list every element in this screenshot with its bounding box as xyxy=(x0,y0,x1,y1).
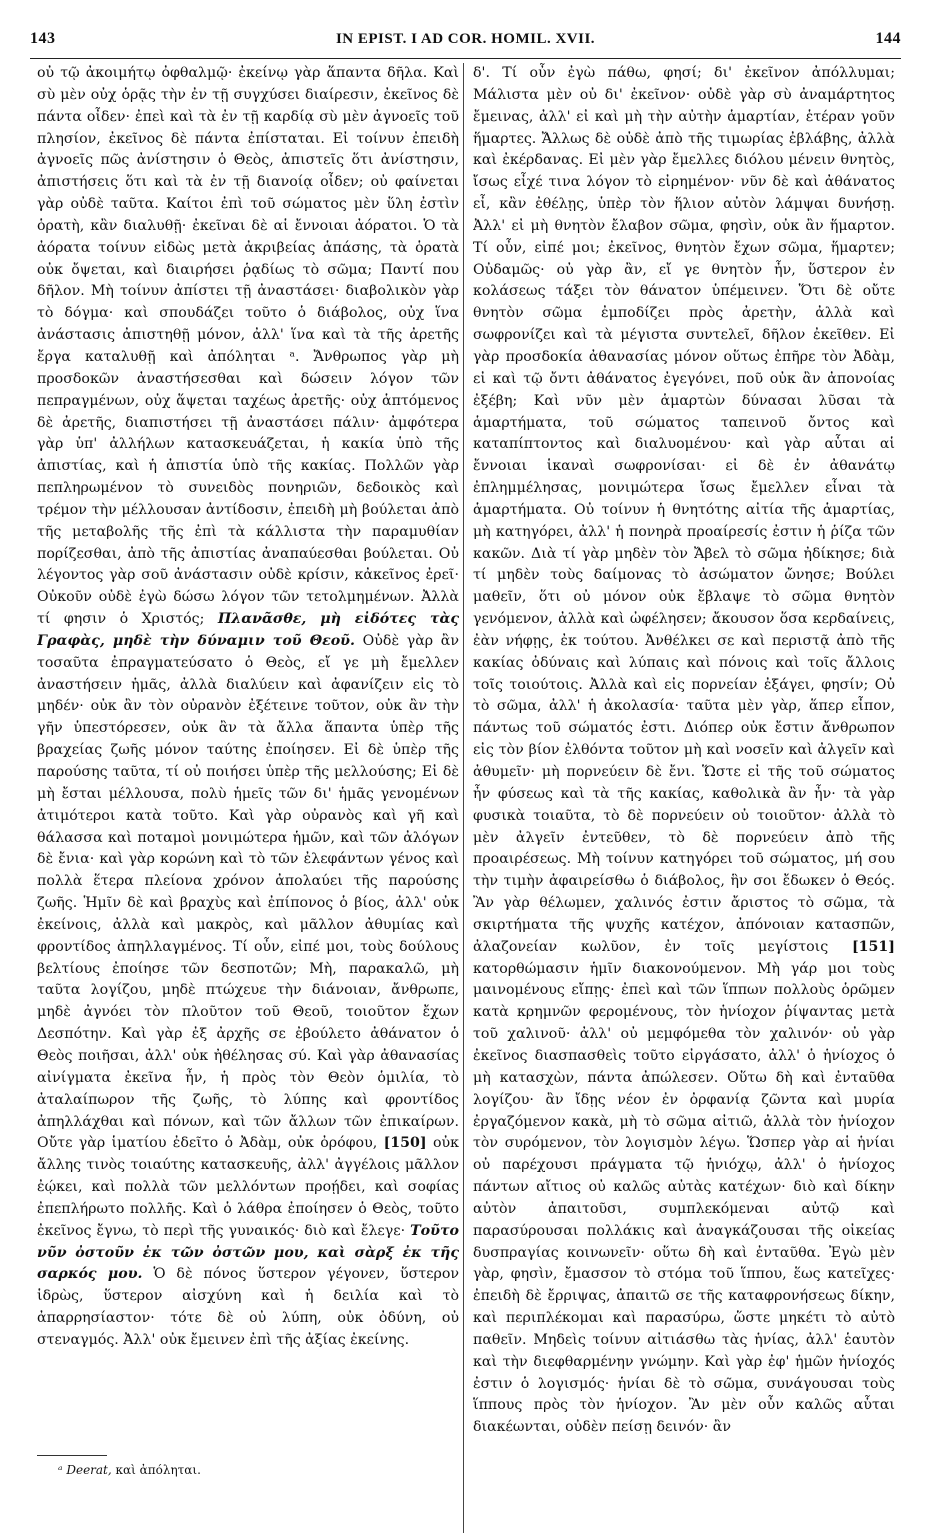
page-number-right: 144 xyxy=(875,30,901,47)
left-text-part-4: Ὁ δὲ πόνος ὕστερον γέγονεν, ὕστερον ἱδρὼς, ὕστερον αἰσχύνη καὶ ἡ δειλία καὶ τὸ ἀπαρρησίαστον· τότε δὲ οὐ λύπη, οὐκ ὀδύνη, οὐ στεναγμός. Ἀλλ' οὐκ ἔμεινεν ἐπὶ τῆς ἀξίας ἐκείνης. xyxy=(37,1266,459,1348)
left-text-part-1: οὐ τῷ ἀκοιμήτῳ ὀφθαλμῷ· ἐκείνῳ γὰρ ἅπαντα δῆλα. Καὶ σὺ μὲν οὐχ ὁρᾷς τὴν ἐν τῇ συγχύσει διαίρεσιν, ἐκεῖνος δὲ πάντα οἶδεν· ἐπεὶ καὶ τὰ ἐν τῇ καρδίᾳ σὺ μὲν ἀγνοεῖς τοῦ πλησίον, ἐκεῖνος δὲ πάντα ἐπίσταται. Εἰ τοίνυν ἐπειδὴ ἀγνοεῖς πῶς ἀνίστησιν ὁ Θεὸς, ἀπιστεῖς ὅτι ἀνίστησιν, ἀπιστήσεις ὅτι καὶ τὰ ἐν τῇ διανοίᾳ οἶδεν; οὐ φαίνεται γὰρ οὐδὲ ταῦτα. Καίτοι ἐπὶ τοῦ σώματος μὲν ὕλη ἐστὶν ὁρατὴ, κἂν διαλυθῇ· ἐκεῖναι δὲ αἱ ἔννοιαι ἀόρατοι. Ὁ τὰ ἀόρατα τοίνυν εἰδὼς μετὰ ἀκριβείας ἁπάσης, τὰ ὁρατὰ οὐκ ὄψεται, καὶ διαιρήσει ῥᾳδίως τὸ σῶμα; Παντί που δῆλον. Μὴ τοίνυν ἀπίστει τῇ ἀναστάσει· διαβολικὸν γὰρ τὸ δόγμα· καὶ σπουδάζει τοῦτο ὁ διάβολος, οὐχ ἵνα ἀνάστασις ἀπιστηθῇ μόνον, ἀλλ' ἵνα καὶ τὰ τῆς ἀρετῆς ἔργα καταλυθῇ καὶ ἀπόληται ᵃ. Ἄνθρωπος γὰρ μὴ προσδοκῶν ἀναστήσεσθαι καὶ δώσειν λόγον τῶν πεπραγμένων, οὐχ ἅψεται ταχέως ἀρετῆς· οὐχ ἁπτόμενος δὲ ἀρετῆς, διαπιστήσει τῇ ἀναστάσει πάλιν· ἀμφότερα γὰρ ὑπ' ἀλλήλων κατασκευάζεται, ἡ κακία ὑπὸ τῆς ἀπιστίας, καὶ ἡ ἀπιστία ὑπὸ τῆς κακίας. Πολλῶν γὰρ πεπληρωμένον τὸ συνειδὸς πονηριῶν, δεδοικὸς καὶ τρέμον τὴν μέλλουσαν ἀντίδοσιν, ἐπειδὴ μὴ βούλεται ἀπὸ τῆς μεταβολῆς τῆς ἐπὶ τὰ κάλλιστα τὴν παραμυθίαν πορίζεσθαι, ἀπὸ τῆς ἀπιστίας ἀναπαύεσθαι βούλεται. Οὐ λέγοντος γὰρ σοῦ ἀνάστασιν οὐδὲ κρίσιν, κἀκεῖνος ἐρεῖ· Οὐκοῦν οὐδὲ ἐγὼ δώσω λόγον τῶν τετολμημένων. Ἀλλὰ τί φησιν ὁ Χριστός; xyxy=(37,65,459,628)
left-column-text xyxy=(37,63,459,1352)
running-title: IN EPIST. I AD COR. HOMIL. XVII. xyxy=(335,31,596,47)
footnote-rule xyxy=(37,1455,107,1456)
footnote-mark: ᵃ xyxy=(58,1463,63,1477)
header-rule xyxy=(30,58,901,59)
left-text-part-2: Οὐδὲ γὰρ ἂν τοσαῦτα ἐπραγματεύσατο ὁ Θεὸς, εἴ γε μὴ ἔμελλεν ἀναστήσειν ἡμᾶς, ἀλλὰ διαλύειν καὶ ἀφανίζειν εἰς τὸ μηδέν· οὐκ ἂν τὸν οὐρανὸν ἐξέτεινε τοῦτον, οὐκ ἂν τὴν γῆν ὑπεστόρεσεν, οὐκ ἂν τὰ ἄλλα ἅπαντα ὑπὲρ τῆς βραχείας ζωῆς μόνον ταύτης ἐποίησεν. Εἰ δὲ ὑπὲρ τῆς παρούσης ταῦτα, τί οὐ ποιήσει ὑπὲρ τῆς μελλούσης; Εἰ δὲ μὴ ἔσται μέλλουσα, πολὺ ἡμεῖς τῶν δι' ἡμᾶς γενομένων ἀτιμότεροι κατὰ τοῦτο. Καὶ γὰρ οὐρανὸς καὶ γῆ καὶ θάλασσα καὶ ποταμοὶ μονιμώτερα ἡμῶν, καὶ τῶν ἀλόγων δὲ ἔνια· καὶ γὰρ κορώνη καὶ τὸ τῶν ἐλεφάντων γένος καὶ πολλὰ ἕτερα πλείονα χρόνον ἀπολαύει τῆς παρούσης ζωῆς. Ἡμῖν δὲ καὶ βραχὺς καὶ ἐπίπονος ὁ βίος, ἀλλ' οὐκ ἐκείνοις, ἀλλὰ καὶ μακρὸς, καὶ μᾶλλον ἀθυμίας καὶ φροντίδος ἀπηλλαγμένος. Τί οὖν, εἰπέ μοι, τοὺς δούλους βελτίους ἐποίησε τῶν δεσποτῶν; Μὴ, παρακαλῶ, μὴ ταῦτα λογίζου, μηδὲ πτώχευε τὴν διάνοιαν, ἄνθρωπε, μηδὲ ἀγνόει τὸν πλοῦτον τοῦ Θεοῦ, τοιοῦτον ἔχων Δεσπότην. Καὶ γὰρ ἐξ ἀρχῆς σε ἐβούλετο ἀθάνατον ὁ Θεὸς ποιῆσαι, ἀλλ' οὐκ ἠθέλησας σύ. Καὶ γὰρ ἀθανασίας αἰνίγματα ἐκεῖνα ἦν, ἡ πρὸς τὸν Θεὸν ὁμιλία, τὸ ἀταλαίπωρον τῆς ζωῆς, τὸ λύπης καὶ φροντίδος ἀπηλλάχθαι καὶ πόνων, καὶ τῶν ἄλλων τῶν ἐπικαίρων. Οὔτε γὰρ ἱματίου ἐδεῖτο ὁ Ἀδὰμ, οὐκ ὀρόφου, xyxy=(37,632,459,1152)
left-text-part-3: οὐκ ἄλλης τινὸς τοιαύτης κατασκευῆς, ἀλλ' ἀγγέλοις μᾶλλον ἐῴκει, καὶ πολλὰ τῶν μελλόντων προῄδει, καὶ σοφίας ἐπεπλήρωτο πολλῆς. Καὶ ὁ λάθρα ἐποίησεν ὁ Θεὸς, τοῦτο ἐκεῖνος ἔγνω, τὸ περὶ τῆς γυναικός· διὸ καὶ ἔλεγε· xyxy=(37,1135,459,1239)
right-text-part-2: κατορθώμασιν ἡμῖν διακονούμενον. Μὴ γάρ μοι τοὺς μαινομένους εἴπῃς· ἐπεὶ καὶ τῶν ἵππων πολλοὺς ὁρῶμεν κατὰ κρημνῶν φερομένους, τὸν ἡνίοχον ῥίψαντας μετὰ τοῦ χαλινοῦ· ἀλλ' οὐ μεμφόμεθα τὸν χαλινόν· οὐ γὰρ ἐκεῖνος διασπασθεὶς τοῦτο εἰργάσατο, ἀλλ' ὁ ἡνίοχος ὁ μὴ κατασχὼν, πάντα ἀπώλεσεν. Οὕτω δὴ καὶ ἐνταῦθα λογίζου· ἂν ἴδῃς νέον ἐν ὀρφανίᾳ ζῶντα καὶ μυρία ἐργαζόμενον κακὰ, μὴ τὸ σῶμα αἰτιῶ, ἀλλὰ τὸν ἡνίοχον τὸν συρόμενον, τὸν λογισμὸν λέγω. Ὥσπερ γὰρ αἱ ἡνίαι οὐ παρέχουσι πράγματα τῷ ἡνιόχῳ, ἀλλ' ὁ ἡνίοχος πάντων αἴτιος οὐ καλῶς αὐτὰς κατέχων· διὸ καὶ δίκην αὐτὸν ἀπαιτοῦσι, συμπλεκόμεναι αὐτῷ καὶ παρασύρουσαι πολλάκις καὶ ἀναγκάζουσαι τῆς οἰκείας δυσπραγίας κοινωνεῖν· οὕτω δὴ καὶ ἐνταῦθα. Ἐγὼ μὲν γὰρ, φησὶν, ἔμασσον τὸ στόμα τοῦ ἵππου, ἕως κατεῖχες· ἐπειδὴ δὲ ἔρριψας, ἀπαιτῶ σε τῆς καταφρονήσεως δίκην, καὶ περιπλέκομαι καὶ παρασύρω, ὥστε μηκέτι τὸ αὐτὸ παθεῖν. Μηδεὶς τοίνυν αἰτιάσθω τὰς ἡνίας, ἀλλ' ἑαυτὸν καὶ τὴν διεφθαρμένην γνώμην. Καὶ γὰρ ἐφ' ἡμῶν ἡνίοχός ἐστιν ὁ λογισμός· ἡνίαι δὲ τὸ σῶμα, συνάγουσαι τοὺς ἵππους πρὸς τὸν ἡνίοχον. Ἂν μὲν οὖν καλῶς αὗται διακέωνται, οὐδὲν πείσῃ δεινόν· ἂν xyxy=(473,960,895,1436)
scripture-quote-2: Τοῦτο νῦν ὀστοῦν ἐκ τῶν ὀστῶν μου, καὶ σὰρξ ἐκ τῆς σαρκός μου. xyxy=(37,1222,459,1283)
right-column xyxy=(473,63,895,1533)
original-page-marker-150: [150] xyxy=(383,1135,427,1152)
footnote-word: Deerat, xyxy=(66,1463,112,1477)
footnote-text: καὶ ἀπόληται. xyxy=(115,1463,201,1477)
footnote xyxy=(58,1463,201,1477)
original-page-marker-151: [151] xyxy=(851,938,895,955)
page-number-left: 143 xyxy=(30,30,56,47)
scripture-quote-1: Πλανᾶσθε, μὴ εἰδότες τὰς Γραφὰς, μηδὲ τὴν δύναμιν τοῦ Θεοῦ. xyxy=(37,611,459,649)
left-column xyxy=(37,63,459,1473)
right-column-text xyxy=(473,63,895,1439)
right-text-part-1: δ'. Τί οὖν ἐγὼ πάθω, φησί; δι' ἐκεῖνον ἀπόλλυμαι; Μάλιστα μὲν οὐ δι' ἐκεῖνον· οὐδὲ γὰρ σὺ ἀναμάρτητος ἔμεινας, ἀλλ' εἰ καὶ μὴ τὴν αὐτὴν ἁμαρτίαν, ἑτέραν γοῦν ἥμαρτες. Ἄλλως δὲ οὐδὲ ἀπὸ τῆς τιμωρίας ἐβλάβης, ἀλλὰ καὶ ἐκέρδανας. Εἰ μὲν γὰρ ἔμελλες διόλου μένειν θνητὸς, ἴσως εἶχέ τινα λόγον τὸ εἰρημένον· νῦν δὲ καὶ ἀθάνατος εἶ, κἂν ἐθέλῃς, ὑπὲρ τὸν ἥλιον αὐτὸν λάμψαι δυνήσῃ. Ἀλλ' εἰ μὴ θνητὸν ἔλαβον σῶμα, φησὶν, οὐκ ἂν ἥμαρτον. Τί οὖν, εἰπέ μοι; ἐκεῖνος, θνητὸν ἔχων σῶμα, ἥμαρτεν; Οὐδαμῶς· οὐ γὰρ ἂν, εἴ γε θνητὸν ἦν, ὕστερον ἐν κολάσεως τάξει τὸν θάνατον ὑπέμεινεν. Ὅτι δὲ οὔτε θνητὸν σῶμα ἐμποδίζει πρὸς ἀρετὴν, ἀλλὰ καὶ σωφρονίζει καὶ τὰ μέγιστα συντελεῖ, δῆλον ἐκεῖθεν. Εἰ γὰρ προσδοκία ἀθανασίας μόνον οὕτως ἐπῆρε τὸν Ἀδὰμ, εἰ καὶ τῷ ὄντι ἀθάνατος ἐγεγόνει, ποῦ οὐκ ἂν ἀπονοίας ἐξέβη; Καὶ νῦν μὲν ἁμαρτὼν δύνασαι λῦσαι τὰ ἁμαρτήματα, τοῦ σώματος ταπεινοῦ ὄντος καὶ καταπίπτοντος καὶ διαλυομένου· καὶ γὰρ αὗται αἱ ἔννοιαι ἱκαναὶ σωφρονίσαι· εἰ δὲ ἐν ἀθανάτῳ ἐπλημμέλησας, μονιμώτερα ἴσως ἔμελλεν εἶναι τὰ ἁμαρτήματα. Οὐ τοίνυν ἡ θνητότης αἰτία τῆς ἁμαρτίας, μὴ κατηγόρει, ἀλλ' ἡ πονηρὰ προαίρεσίς ἐστιν ἡ ῥίζα τῶν κακῶν. Διὰ τί γὰρ μηδὲν τὸν Ἄβελ τὸ σῶμα ἠδίκησε; διὰ τί μηδὲν τοὺς δαίμονας τὸ ἀσώματον ὤνησε; Βούλει μαθεῖν, ὅτι οὐ μόνον οὐκ ἔβλαψε τὸ σῶμα θνητὸν γενόμενον, ἀλλὰ καὶ ὠφέλησεν; ἄκουσον ὅσα κερδαίνεις, ἐὰν νήφῃς, ἐκ τούτου. Ἀνθέλκει σε καὶ περιστᾷ ἀπὸ τῆς κακίας ὀδύναις καὶ λύπαις καὶ πόνοις καὶ τοῖς ἄλλοις τοῖς τοιούτοις. Ἀλλὰ καὶ εἰς πορνείαν ἐξάγει, φησίν; Οὐ τὸ σῶμα, ἀλλ' ἡ ἀκολασία· ταῦτα μὲν γὰρ, ἅπερ εἶπον, πάντως τοῦ σώματός ἐστι. Διόπερ οὐκ ἔστιν ἄνθρωπον εἰς τὸν βίον ἐλθόντα τοῦτον μὴ καὶ νοσεῖν καὶ ἀλγεῖν καὶ ἀθυμεῖν· μὴ πορνεύειν δὲ ἔνι. Ὥστε εἰ τῆς τοῦ σώματος ἦν φύσεως καὶ τὰ τῆς κακίας, καθολικὰ ἂν ἦν· τὰ γὰρ φυσικὰ τοιαῦτα, τὸ δὲ πορνεύειν οὐ τοιοῦτον· ἀλλὰ τὸ μὲν ἀλγεῖν ἐντεῦθεν, τὸ δὲ πορνεύειν ἀπὸ τῆς προαιρέσεως. Μὴ τοίνυν κατηγόρει τοῦ σώματος, μή σου τὴν τιμὴν ἀφαιρείσθω ὁ διάβολος, ἣν σοι ἔδωκεν ὁ Θεός. Ἂν γὰρ θέλωμεν, χαλινός ἐστιν ἄριστος τὸ σῶμα, τὰ σκιρτήματα τῆς ψυχῆς κατέχον, ἀπόνοιαν κατασπῶν, ἀλαζονείαν κωλῦον, ἐν τοῖς μεγίστοις xyxy=(473,65,895,955)
running-header xyxy=(30,30,901,56)
column-divider xyxy=(463,63,464,1533)
